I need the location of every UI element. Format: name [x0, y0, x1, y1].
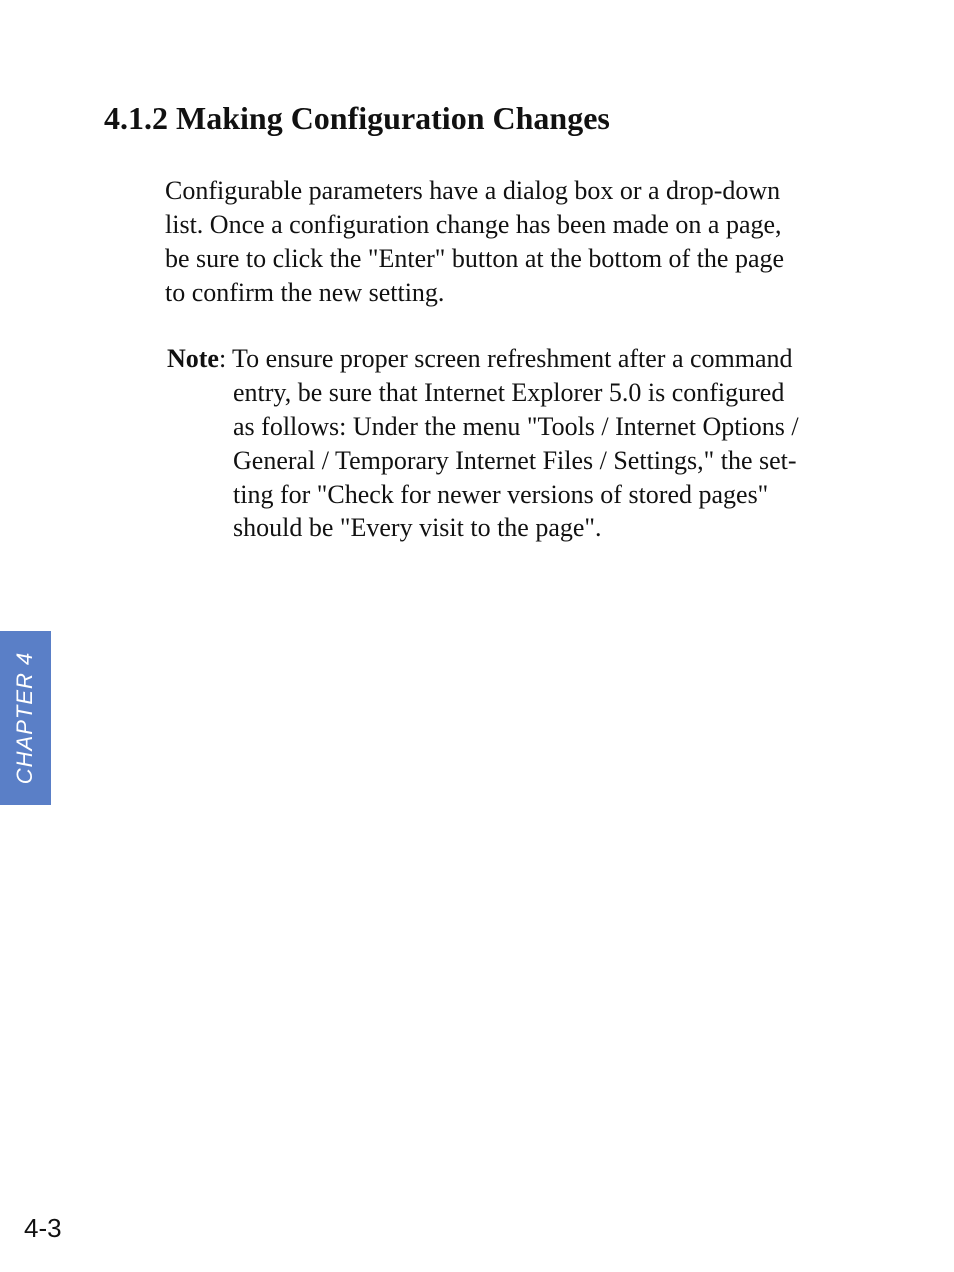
- chapter-tab-label: CHAPTER 4: [12, 651, 37, 785]
- page-number: 4-3: [24, 1213, 62, 1243]
- note-line: as follows: Under the menu "Tools / Internet Options /: [233, 412, 799, 441]
- section-heading: 4.1.2 Making Configuration Changes: [104, 100, 610, 136]
- note-label: [167, 342, 226, 376]
- note-line: General / Temporary Internet Files / Settings," the set-: [233, 446, 797, 475]
- note-line: should be "Every visit to the page".: [233, 513, 602, 542]
- note-line: To ensure proper screen refreshment after a command: [232, 344, 793, 373]
- note-label-text: Note: [167, 344, 219, 373]
- note-line: ting for "Check for newer versions of stored pages": [233, 480, 769, 509]
- paragraph-line: Configurable parameters have a dialog box or a drop-down: [165, 176, 781, 205]
- note-separator: :: [218, 344, 227, 373]
- paragraph-line: list. Once a configuration change has been made on a page,: [165, 210, 782, 239]
- note-line: entry, be sure that Internet Explorer 5.0 is configured: [233, 378, 785, 407]
- paragraph-line: be sure to click the "Enter" button at the bottom of the page: [165, 244, 785, 273]
- paragraph-line: to confirm the new setting.: [165, 278, 445, 307]
